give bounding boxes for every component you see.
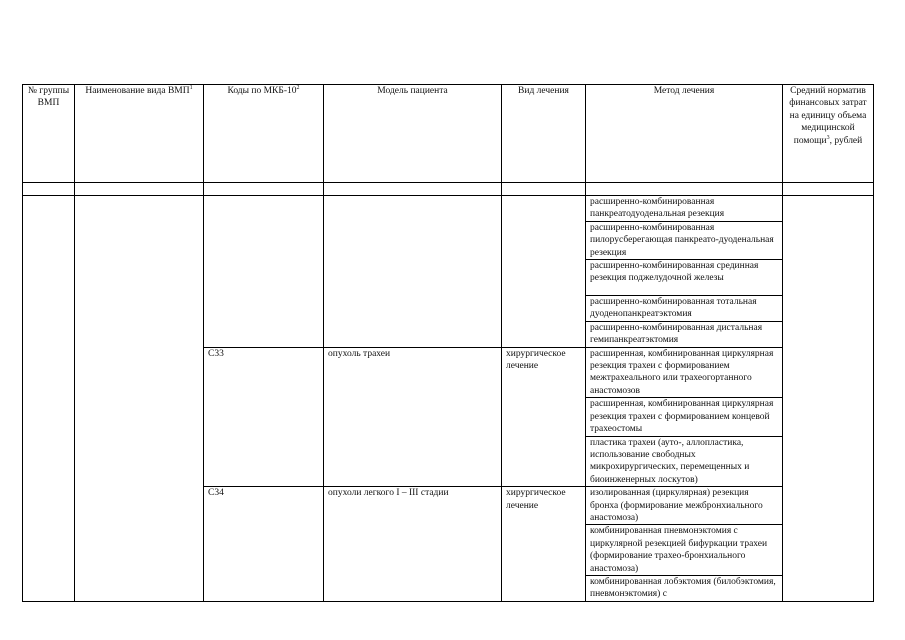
method-cell: расширенно-комбинированная тотальная дуоденопанкреатэктомия	[586, 296, 783, 322]
header-average-cost	[783, 85, 874, 183]
icd-code-cell	[204, 196, 324, 348]
method-cell: расширенная, комбинированная циркулярная резекция трахеи с формированием концевой трахеостомы	[586, 398, 783, 436]
method-cell: изолированная (циркулярная) резекция бронха (формирование межбронхиального анастомоза)	[586, 487, 783, 525]
group-number-cell	[23, 196, 75, 602]
header-cost-unit: , рублей	[829, 135, 863, 146]
footnote-ref: 1	[189, 84, 193, 91]
header-icd-codes-text: Коды по МКБ-10	[227, 86, 297, 96]
header-patient-model: Модель пациента	[324, 85, 502, 183]
header-vmp-name	[75, 85, 204, 183]
table-row	[23, 196, 874, 222]
method-cell: комбинированная лобэктомия (билобэктомия, пневмонэктомия) с	[586, 575, 783, 601]
header-treatment-method: Метод лечения	[586, 85, 783, 183]
patient-model-cell	[324, 196, 502, 348]
treatment-type-cell: хирургическое лечение	[502, 347, 586, 486]
footnote-ref: 2	[296, 84, 300, 91]
header-cost-text: Средний норматив финансовых затрат на единицу объема медицинской помощи	[789, 86, 867, 146]
treatment-type-cell	[502, 196, 586, 348]
icd-code-cell: C34	[204, 487, 324, 602]
icd-code-cell: C33	[204, 347, 324, 486]
method-cell: расширенно-комбинированная пилорусберегающая панкреато-дуоденальная резекция	[586, 221, 783, 259]
vmp-table	[22, 84, 874, 602]
table-header-row	[23, 85, 874, 183]
header-treatment-type: Вид лечения	[502, 85, 586, 183]
method-cell: комбинированная пневмонэктомия с циркулярной резекцией бифуркации трахеи (формирование трахео-бронхиального анастомоза)	[586, 525, 783, 576]
header-group-number: № группы ВМП	[23, 85, 75, 183]
footnote-ref: 3	[826, 134, 830, 141]
patient-model-cell: опухоли легкого I – III стадии	[324, 487, 502, 602]
treatment-type-cell: хирургическое лечение	[502, 487, 586, 602]
method-cell: расширенно-комбинированная срединная резекция поджелудочной железы	[586, 260, 783, 296]
method-cell: расширенно-комбинированная дистальная гемипанкреатэктомия	[586, 321, 783, 347]
average-cost-cell	[783, 196, 874, 602]
header-vmp-name-text: Наименование вида ВМП	[85, 86, 190, 96]
vmp-name-cell	[75, 196, 204, 602]
patient-model-cell: опухоль трахеи	[324, 347, 502, 486]
empty-row	[23, 183, 874, 196]
method-cell: расширенно-комбинированная панкреатодуоденальная резекция	[586, 196, 783, 222]
method-cell: расширенная, комбинированная циркулярная резекция трахеи с формированием межтрахеального или трахеогортанного анастомозов	[586, 347, 783, 398]
method-cell: пластика трахеи (ауто-, аллопластика, использование свободных микрохирургических, перемещенных и биоинженерных лоскутов)	[586, 436, 783, 487]
header-icd-codes	[204, 85, 324, 183]
